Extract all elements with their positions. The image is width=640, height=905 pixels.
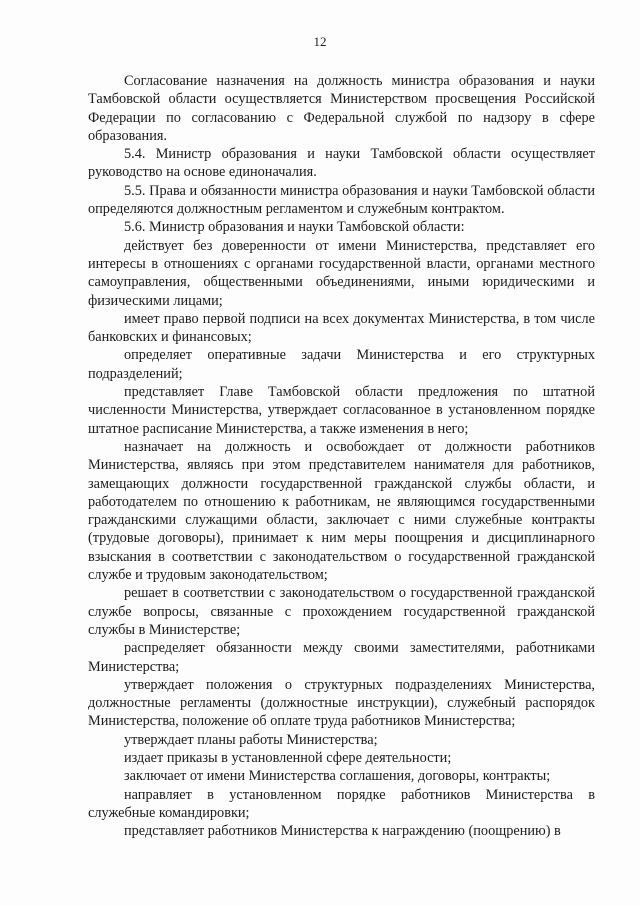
paragraph-approval: Согласование назначения на должность министра образования и науки Тамбовской области осуществляется Министерством просвещения Российской Федерации по согласованию с Федеральной службой по надзору в сфере образования. xyxy=(88,73,595,144)
paragraph-5-6: 5.6. Министр образования и науки Тамбовской области: xyxy=(124,219,465,236)
list-item: определяет оперативные задачи Министерства и его структурных подразделений; xyxy=(88,347,595,382)
list-item: заключает от имени Министерства соглашения, договоры, контракты; xyxy=(124,768,551,785)
list-item: действует без доверенности от имени Министерства, представляет его интересы в отношениях с органами государственной власти, органами местного самоуправления, общественными объединениями, иными юридическими и физическими лицами; xyxy=(88,237,595,309)
list-item: утверждает положения о структурных подразделениях Министерства, должностные регламенты (должностные инструкции), служебный распорядок Министерства, положение об оплате труда работников Министерства; xyxy=(88,676,595,730)
list-item: представляет Главе Тамбовской области предложения по штатной численности Министерства, утверждает согласованное в установленном порядке штатное расписание Министерства, а также изменения в него; xyxy=(88,384,595,437)
list-item: издает приказы в установленной сфере деятельности; xyxy=(124,749,452,766)
list-item: распределяет обязанности между своими заместителями, работниками Министерства; xyxy=(88,640,595,675)
list-item: назначает на должность и освобождает от должности работников Министерства, являясь при этом представителем нанимателя для работников, замещающих должности государственной гражданской службы области, и работодателем по отношению к работникам, не являющимся государственными гражданскими служащими области, заключает с ними служебные контракты (трудовые договоры), принимает к ним меры поощрения и дисциплинарного взыскания в соответствии с законодательством о государственной гражданской службе и трудовым законодательством; xyxy=(88,438,595,584)
list-item: направляет в установленном порядке работников Министерства в служебные командировки; xyxy=(88,786,595,821)
paragraph-5-4: 5.4. Министр образования и науки Тамбовской области осуществляет руководство на основе единоначалия. xyxy=(88,146,595,181)
list-item: имеет право первой подписи на всех документах Министерства, в том числе банковских и финансовых; xyxy=(88,310,595,346)
list-item: решает в соответствии с законодательством о государственной гражданской службе вопросы, связанные с прохождением государственной гражданской службы в Министерстве; xyxy=(88,585,595,638)
document-body xyxy=(88,72,595,840)
list-item: представляет работников Министерства к награждению (поощрению) в xyxy=(124,823,561,840)
list-item: утверждает планы работы Министерства; xyxy=(124,731,378,748)
page-number: 12 xyxy=(313,34,327,49)
paragraph-5-5: 5.5. Права и обязанности министра образования и науки Тамбовской области определяются должностным регламентом и служебным контрактом. xyxy=(88,182,595,218)
